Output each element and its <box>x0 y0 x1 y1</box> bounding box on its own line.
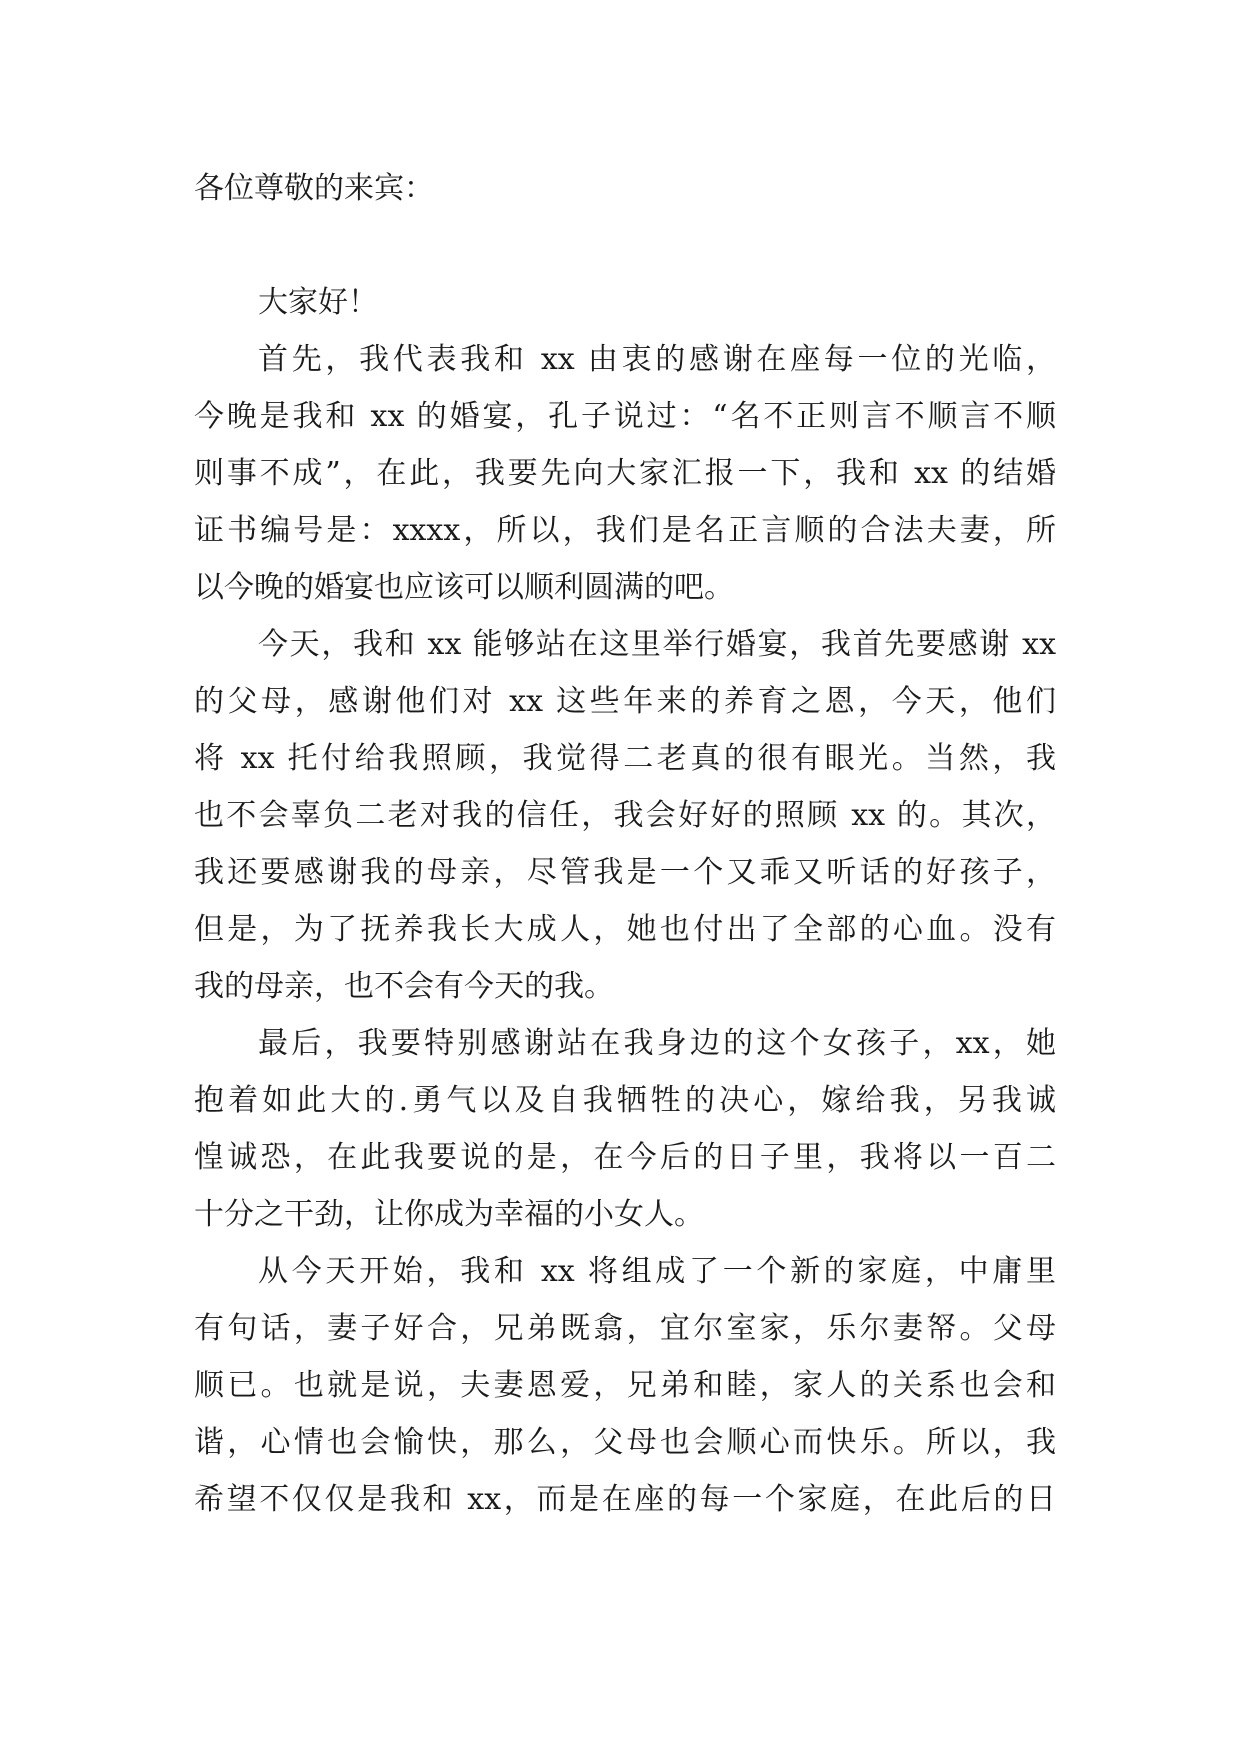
paragraph-line: 谐，心情也会愉快，那么，父母也会顺心而快乐。所以，我 <box>194 1425 1056 1460</box>
paragraph-thanks-bride <box>194 1015 1056 1243</box>
paragraph-line: 十分之干劲，让你成为幸福的小女人。 <box>194 1197 704 1232</box>
paragraph-line: 今晚是我和 xx 的婚宴，孔子说过：“名不正则言不顺言不顺 <box>194 399 1056 434</box>
paragraph-line: 有句话，妻子好合，兄弟既翕，宜尔室家，乐尔妻帑。父母 <box>194 1311 1056 1346</box>
paragraph-line: 但是，为了抚养我长大成人，她也付出了全部的心血。没有 <box>194 912 1056 947</box>
paragraph-line: 大家好！ <box>258 285 378 320</box>
paragraph-line: 从今天开始，我和 xx 将组成了一个新的家庭，中庸里 <box>258 1254 1056 1289</box>
paragraph-line: 顺已。也就是说，夫妻恩爱，兄弟和睦，家人的关系也会和 <box>194 1368 1056 1403</box>
paragraph-line: 希望不仅仅是我和 xx，而是在座的每一个家庭，在此后的日 <box>194 1482 1056 1517</box>
paragraph-line: 也不会辜负二老对我的信任，我会好好的照顾 xx 的。其次， <box>194 798 1056 833</box>
paragraph-line: 的父母，感谢他们对 xx 这些年来的养育之恩，今天，他们 <box>194 684 1056 719</box>
paragraph-line: 惶诚恐，在此我要说的是，在今后的日子里，我将以一百二 <box>194 1140 1056 1175</box>
paragraph-line: 将 xx 托付给我照顾，我觉得二老真的很有眼光。当然，我 <box>194 741 1056 776</box>
paragraph-line: 证书编号是：xxxx，所以，我们是名正言顺的合法夫妻，所 <box>194 513 1056 548</box>
paragraph-line: 最后，我要特别感谢站在我身边的这个女孩子，xx，她 <box>258 1026 1056 1061</box>
paragraph-line: 则事不成”，在此，我要先向大家汇报一下，我和 xx 的结婚 <box>194 456 1056 491</box>
paragraph-line: 抱着如此大的.勇气以及自我牺牲的决心，嫁给我，另我诚 <box>194 1083 1056 1118</box>
paragraph-line: 首先，我代表我和 xx 由衷的感谢在座每一位的光临， <box>258 342 1056 377</box>
paragraph-line: 今天，我和 xx 能够站在这里举行婚宴，我首先要感谢 xx <box>258 627 1056 662</box>
paragraph-thanks-parents <box>194 616 1056 1015</box>
paragraph-line: 我的母亲，也不会有今天的我。 <box>194 969 614 1004</box>
document-body <box>194 160 1056 1528</box>
paragraph-greeting <box>194 274 1056 331</box>
paragraph-thanks-guests <box>194 331 1056 616</box>
paragraph-new-family <box>194 1243 1056 1528</box>
paragraph-line: 我还要感谢我的母亲，尽管我是一个又乖又听话的好孩子， <box>194 855 1056 890</box>
paragraph-line: 以今晚的婚宴也应该可以顺利圆满的吧。 <box>194 570 734 605</box>
salutation: 各位尊敬的来宾： <box>194 171 434 206</box>
